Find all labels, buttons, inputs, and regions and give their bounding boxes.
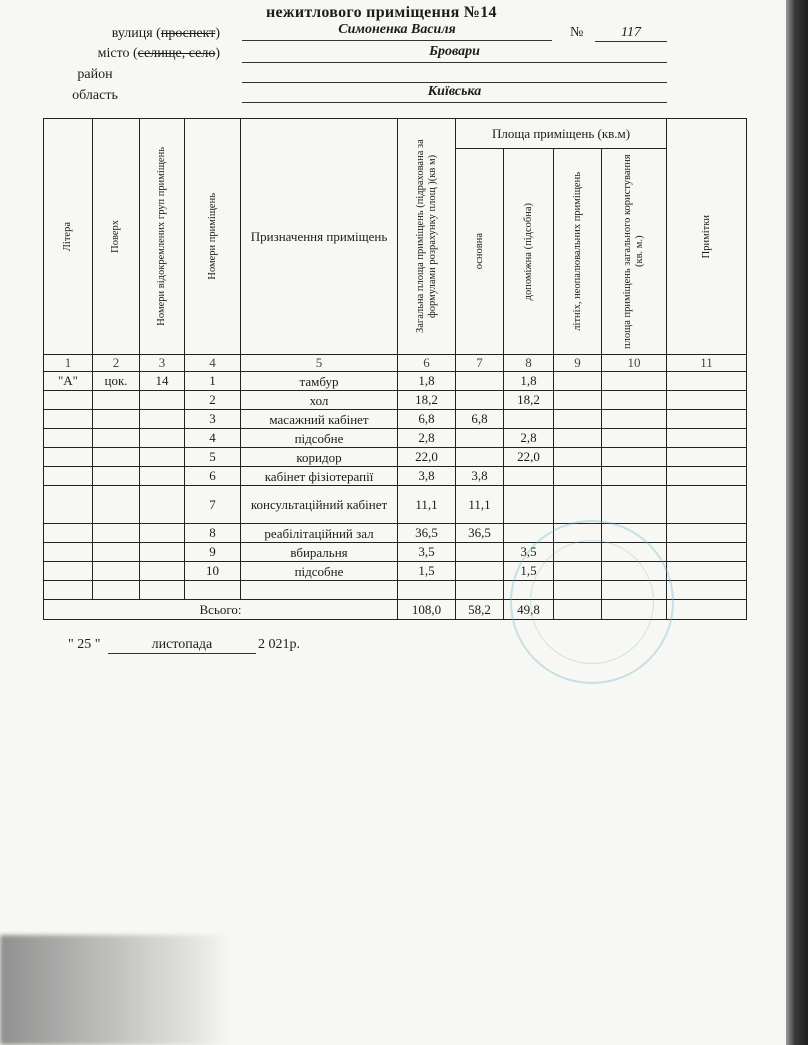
table-row xyxy=(44,391,747,410)
cell-purpose: реабілітаційний зал xyxy=(241,524,398,543)
cell-purpose: вбиральня xyxy=(241,543,398,562)
cell-purpose: підсобне xyxy=(241,562,398,581)
cell-empty xyxy=(602,486,667,524)
cell-total: 11,1 xyxy=(398,486,456,524)
cell-empty xyxy=(667,467,747,486)
city-value: Бровари xyxy=(242,44,667,63)
cell-litera xyxy=(44,429,93,448)
header-purpose: Призначення приміщень xyxy=(241,119,398,355)
column-index: 3 xyxy=(140,355,185,372)
column-index: 5 xyxy=(241,355,398,372)
column-index: 4 xyxy=(185,355,241,372)
header-summer: літніх, неопалювальних приміщень xyxy=(554,149,602,355)
cell-purpose: хол xyxy=(241,391,398,410)
date-day: " 25 " xyxy=(68,637,101,652)
cell-empty xyxy=(554,372,602,391)
cell-room: 5 xyxy=(185,448,241,467)
cell-aux: 22,0 xyxy=(504,448,554,467)
cell-total: 1,8 xyxy=(398,372,456,391)
cell-empty xyxy=(554,448,602,467)
cell-main xyxy=(456,448,504,467)
cell-group xyxy=(140,391,185,410)
cell-room: 9 xyxy=(185,543,241,562)
cell-floor xyxy=(93,543,140,562)
cell-empty xyxy=(554,391,602,410)
cell-total: 6,8 xyxy=(398,410,456,429)
cell-room: 4 xyxy=(185,429,241,448)
cell-purpose: коридор xyxy=(241,448,398,467)
cell-floor xyxy=(93,467,140,486)
table-row xyxy=(44,410,747,429)
cell-aux: 18,2 xyxy=(504,391,554,410)
cell-total: 22,0 xyxy=(398,448,456,467)
cell-aux: 1,8 xyxy=(504,372,554,391)
totals-main: 58,2 xyxy=(456,600,504,620)
column-index-row xyxy=(44,355,747,372)
cell-group xyxy=(140,562,185,581)
street-value: Симоненка Василя xyxy=(242,22,552,41)
cell-empty xyxy=(554,410,602,429)
table-row xyxy=(44,372,747,391)
cell-aux xyxy=(504,486,554,524)
table-row xyxy=(44,486,747,524)
header-room-numbers: Номери приміщень xyxy=(185,119,241,355)
cell-group xyxy=(140,429,185,448)
totals-aux: 49,8 xyxy=(504,600,554,620)
cell-purpose: кабінет фізіотерапії xyxy=(241,467,398,486)
date-month: листопада xyxy=(108,637,256,654)
cell-litera xyxy=(44,467,93,486)
document-title: нежитлового приміщення №14 xyxy=(266,4,497,21)
cell-empty xyxy=(667,448,747,467)
cell-litera xyxy=(44,410,93,429)
totals-label: Всього: xyxy=(44,600,398,620)
cell-total: 18,2 xyxy=(398,391,456,410)
cell-empty xyxy=(602,372,667,391)
cell-main: 6,8 xyxy=(456,410,504,429)
cell-litera xyxy=(44,391,93,410)
cell-empty xyxy=(602,467,667,486)
number-value: 117 xyxy=(595,25,667,42)
cell-group xyxy=(140,486,185,524)
cell-purpose: консультаційний кабінет xyxy=(241,486,398,524)
cell-aux: 3,5 xyxy=(504,543,554,562)
column-index: 6 xyxy=(398,355,456,372)
table-row xyxy=(44,429,747,448)
cell-group xyxy=(140,543,185,562)
cell-room: 10 xyxy=(185,562,241,581)
cell-floor xyxy=(93,562,140,581)
cell-litera xyxy=(44,543,93,562)
date-year: 2 021р. xyxy=(257,637,300,652)
header-area-group: Площа приміщень (кв.м) xyxy=(456,119,667,149)
cell-empty xyxy=(554,486,602,524)
cell-floor: цок. xyxy=(93,372,140,391)
cell-floor xyxy=(93,524,140,543)
header-auxiliary: допоміжна (підсобна) xyxy=(504,149,554,355)
cell-floor xyxy=(93,410,140,429)
cell-main: 3,8 xyxy=(456,467,504,486)
header-notes: Примітки xyxy=(667,119,747,355)
cell-total: 3,8 xyxy=(398,467,456,486)
cell-floor xyxy=(93,391,140,410)
cell-empty xyxy=(667,486,747,524)
cell-group xyxy=(140,467,185,486)
header-litera: Літера xyxy=(44,119,93,355)
column-index: 10 xyxy=(602,355,667,372)
cell-main xyxy=(456,429,504,448)
cell-room: 1 xyxy=(185,372,241,391)
cell-group xyxy=(140,448,185,467)
number-label: № xyxy=(570,25,584,40)
cell-empty xyxy=(602,429,667,448)
cell-aux: 2,8 xyxy=(504,429,554,448)
column-index: 1 xyxy=(44,355,93,372)
cell-litera xyxy=(44,486,93,524)
totals-total: 108,0 xyxy=(398,600,456,620)
table-row xyxy=(44,467,747,486)
stamp-seal xyxy=(510,520,674,684)
district-value xyxy=(242,64,667,83)
cell-floor xyxy=(93,448,140,467)
header-group-numbers: Номери відокремлених груп приміщень xyxy=(140,119,185,355)
cell-total: 2,8 xyxy=(398,429,456,448)
cell-room: 7 xyxy=(185,486,241,524)
cell-aux xyxy=(504,467,554,486)
cell-total: 1,5 xyxy=(398,562,456,581)
region-label: область xyxy=(72,88,118,103)
cell-main: 11,1 xyxy=(456,486,504,524)
cell-main xyxy=(456,372,504,391)
cell-empty xyxy=(667,391,747,410)
cell-room: 8 xyxy=(185,524,241,543)
column-index: 9 xyxy=(554,355,602,372)
cell-litera xyxy=(44,448,93,467)
header-common-use: площа приміщень загального користування (кв. м.) xyxy=(602,149,667,355)
column-index: 11 xyxy=(667,355,747,372)
cell-main xyxy=(456,562,504,581)
cell-empty xyxy=(667,410,747,429)
cell-aux: 1,5 xyxy=(504,562,554,581)
cell-group: 14 xyxy=(140,372,185,391)
district-label: район xyxy=(77,67,113,82)
cell-floor xyxy=(93,486,140,524)
cell-purpose: масажний кабінет xyxy=(241,410,398,429)
cell-litera xyxy=(44,524,93,543)
cell-empty xyxy=(667,543,747,562)
cell-litera xyxy=(44,562,93,581)
cell-empty xyxy=(667,429,747,448)
cell-main xyxy=(456,543,504,562)
region-value: Київська xyxy=(242,84,667,103)
cell-empty xyxy=(554,429,602,448)
cell-empty xyxy=(667,562,747,581)
cell-purpose: тамбур xyxy=(241,372,398,391)
header-main: основна xyxy=(456,149,504,355)
header-total-area: Загальна площа приміщень (підрахована за формулами розрахунку площ )(кв м) xyxy=(398,119,456,355)
cell-empty xyxy=(602,448,667,467)
cell-floor xyxy=(93,429,140,448)
cell-main xyxy=(456,391,504,410)
cell-purpose: підсобне xyxy=(241,429,398,448)
header-floor: Поверх xyxy=(93,119,140,355)
cell-aux xyxy=(504,410,554,429)
scanner-edge xyxy=(786,0,808,1045)
cell-room: 6 xyxy=(185,467,241,486)
street-label: вулиця (проспект) xyxy=(111,26,220,41)
date-line xyxy=(68,637,300,654)
cell-group xyxy=(140,410,185,429)
cell-empty xyxy=(667,372,747,391)
column-index: 2 xyxy=(93,355,140,372)
cell-room: 2 xyxy=(185,391,241,410)
column-index: 8 xyxy=(504,355,554,372)
cell-empty xyxy=(554,467,602,486)
cell-total: 36,5 xyxy=(398,524,456,543)
cell-group xyxy=(140,524,185,543)
scan-shadow xyxy=(0,935,230,1045)
cell-room: 3 xyxy=(185,410,241,429)
cell-empty xyxy=(602,391,667,410)
cell-total: 3,5 xyxy=(398,543,456,562)
cell-main: 36,5 xyxy=(456,524,504,543)
table-row xyxy=(44,448,747,467)
column-index: 7 xyxy=(456,355,504,372)
cell-empty xyxy=(667,524,747,543)
cell-empty xyxy=(602,410,667,429)
cell-litera: "А" xyxy=(44,372,93,391)
city-label: місто (селище, село) xyxy=(97,46,220,61)
